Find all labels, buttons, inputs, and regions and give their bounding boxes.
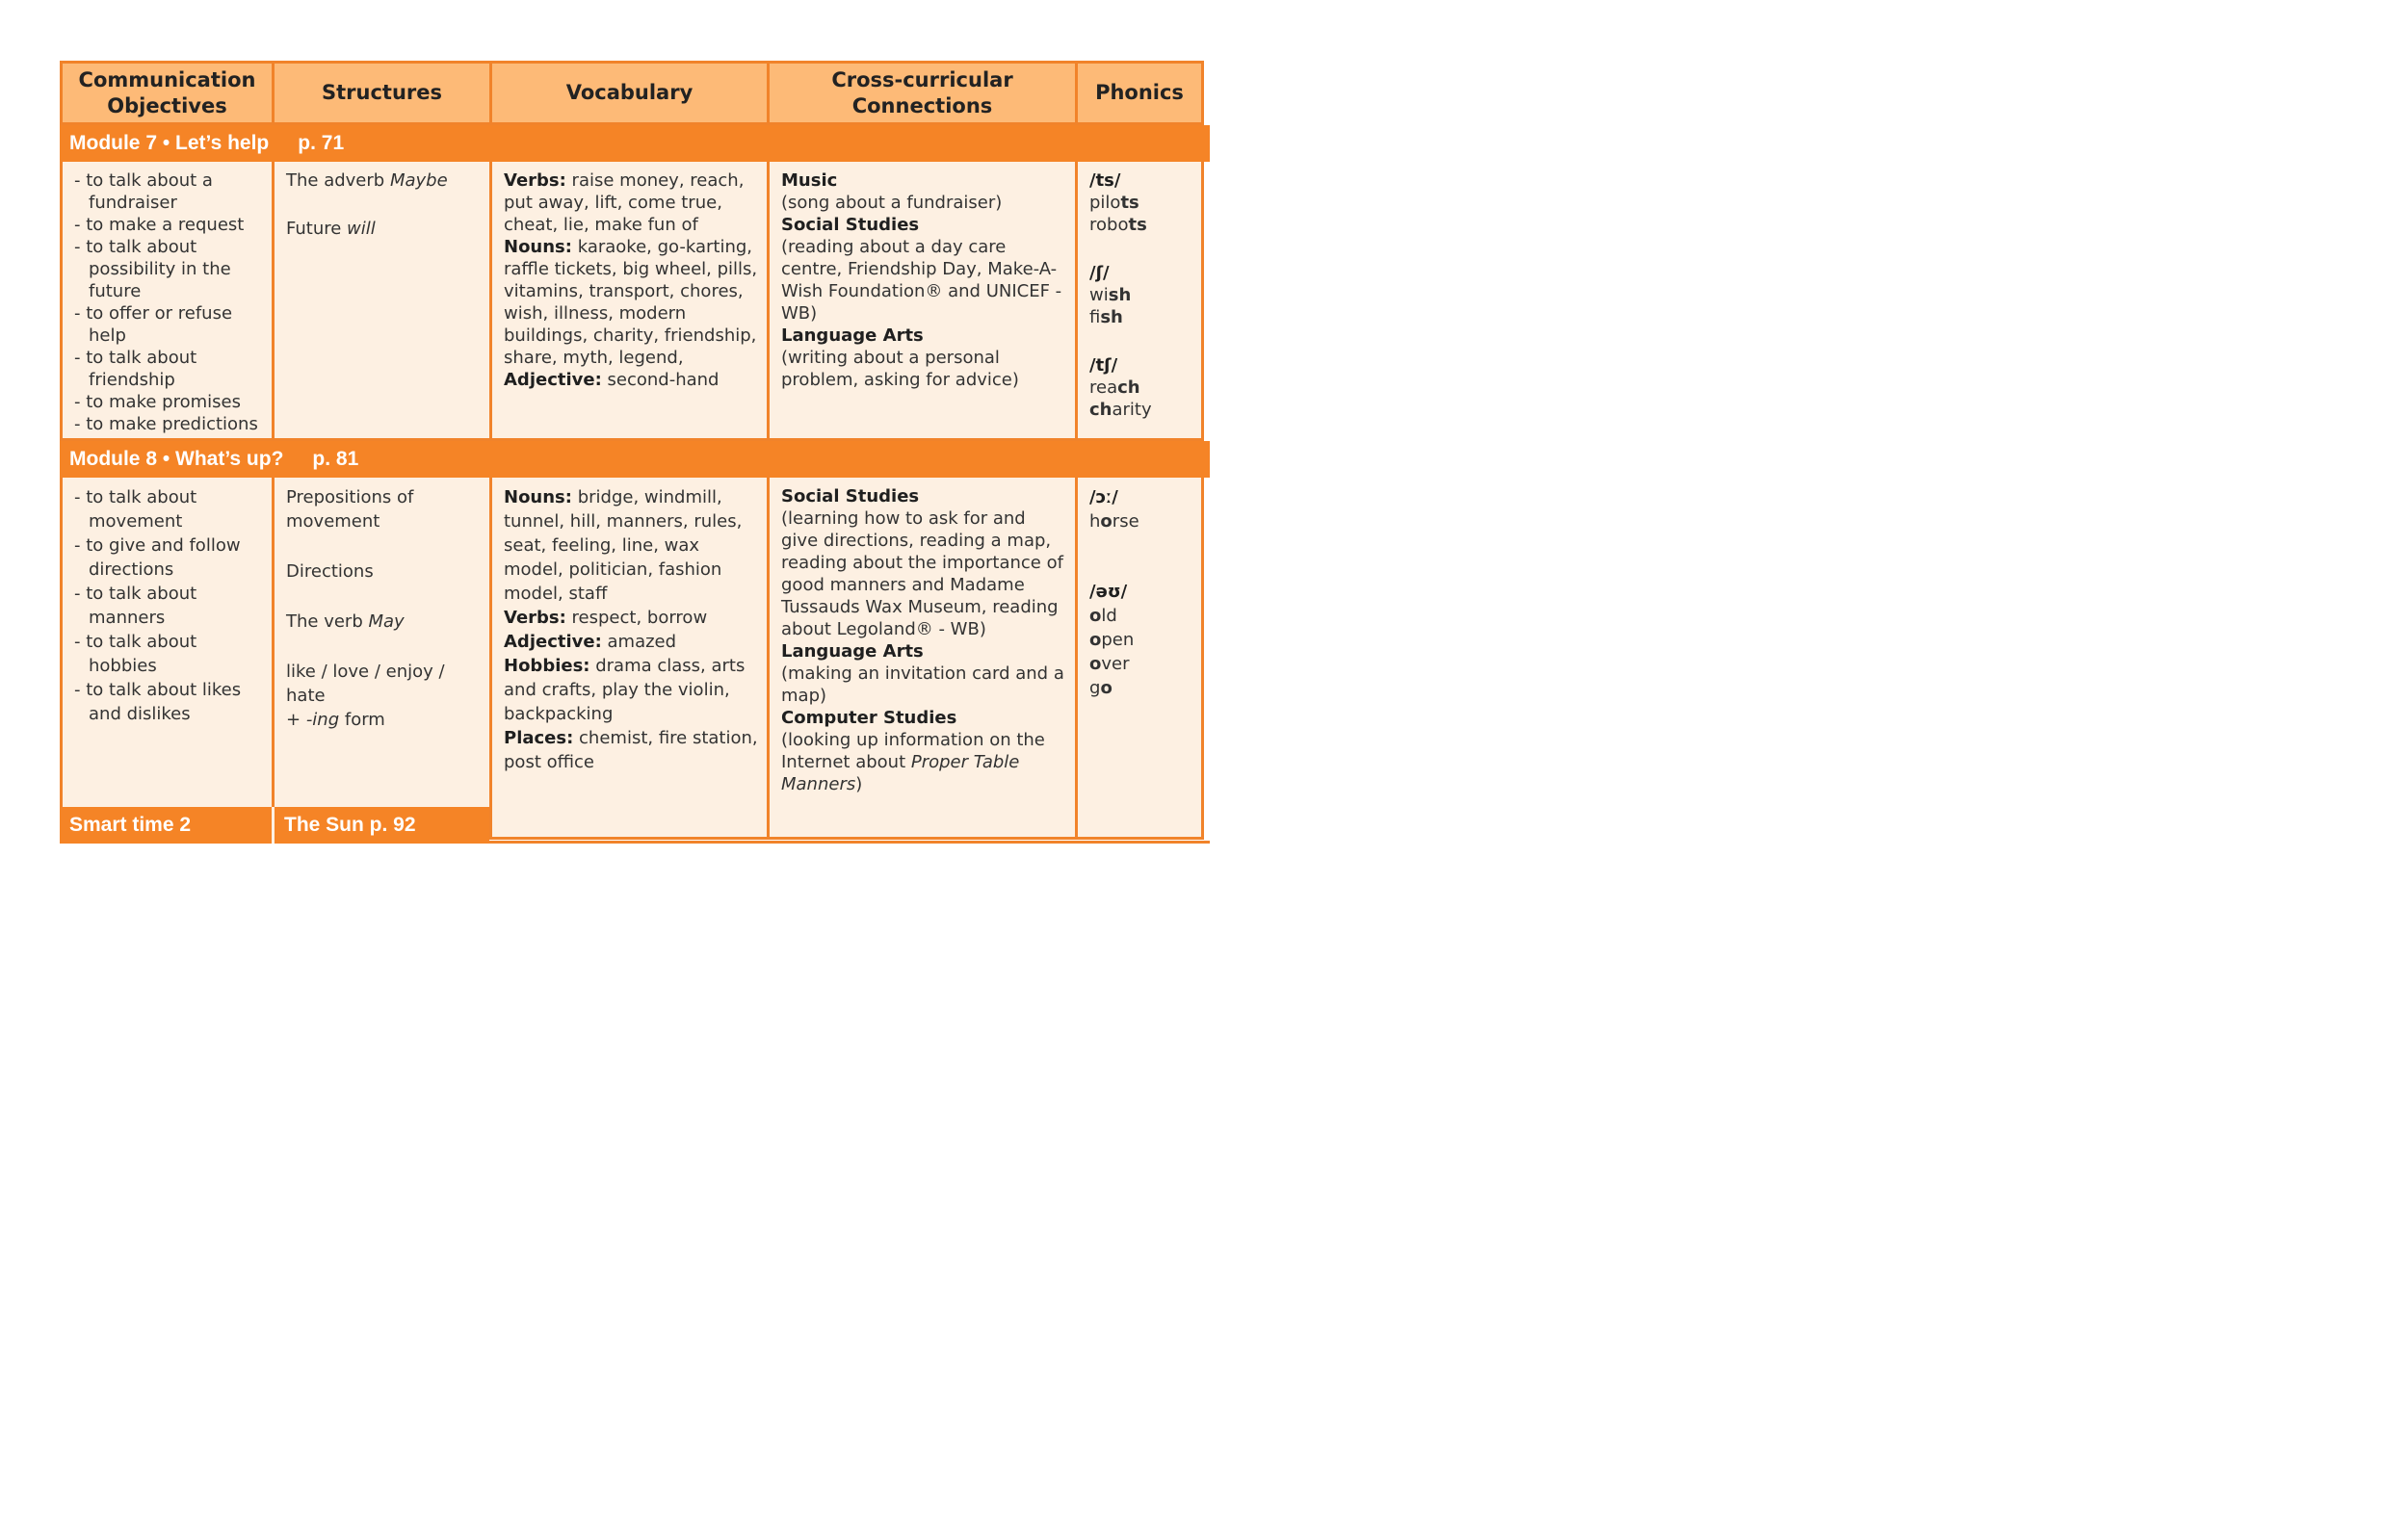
module-8-bar — [60, 441, 1210, 478]
header-cross-curricular: Cross-curricular Connections — [767, 61, 1075, 125]
list-item: - to talk about friendship — [74, 347, 264, 391]
list-item: - to talk about movement — [74, 485, 264, 533]
vocab-places — [504, 726, 759, 774]
vocab-text: respect, borrow — [565, 608, 708, 628]
module-7-bar — [60, 125, 1210, 162]
phonics-symbol: /ɔː/ — [1089, 487, 1118, 507]
vocab-verbs — [504, 606, 759, 630]
phonics-symbol: /ts/ — [1089, 170, 1121, 191]
vocab-hobbies — [504, 654, 759, 726]
vocab-nouns — [504, 236, 759, 369]
phonics-group — [1089, 169, 1193, 236]
vocab-adjective — [504, 369, 759, 391]
phonics-word: over — [1089, 654, 1130, 674]
table-header — [60, 61, 1210, 125]
module-7-structures — [272, 162, 489, 441]
structure-item: Directions — [286, 561, 374, 582]
list-item: - to make predictions — [74, 413, 264, 435]
connection-text: (writing about a personal problem, asking for advice) — [781, 348, 1019, 390]
list-item: - to talk about possibility in the future — [74, 236, 264, 302]
connection-label: Language Arts — [781, 325, 924, 346]
module-7-page: p. 71 — [298, 132, 345, 154]
phonics-word: old — [1089, 606, 1117, 626]
vocab-text: bridge, windmill, tunnel, hill, manners, rules, seat, feeling, line, wax model, politician, fashion model, staff — [504, 487, 743, 604]
syllabus-table — [60, 61, 1210, 840]
module-8-page: p. 81 — [312, 448, 359, 470]
structure-text: like / love / enjoy / hate — [286, 662, 445, 706]
vocab-text: drama class, arts and crafts, play the violin, backpacking — [504, 656, 746, 724]
structure-text: + -ing form — [286, 710, 385, 730]
structure-text: Future — [286, 219, 348, 239]
connection-label: Music — [781, 170, 838, 191]
header-vocabulary: Vocabulary — [489, 61, 767, 125]
structure-item: Prepositions of movement — [286, 487, 414, 532]
vocab-text: second-hand — [601, 370, 720, 390]
phonics-word: open — [1089, 630, 1135, 650]
vocab-label: Nouns: — [504, 237, 572, 257]
phonics-group — [1089, 485, 1193, 533]
list-item: - to give and follow directions — [74, 533, 264, 582]
structure-text: The adverb — [286, 170, 390, 191]
structure-item — [286, 169, 482, 192]
vocab-text: amazed — [601, 632, 677, 652]
vocab-label: Verbs: — [504, 170, 566, 191]
list-item: - to offer or refuse help — [74, 302, 264, 347]
structure-item — [286, 610, 482, 634]
module-8-row — [60, 478, 1210, 840]
list-item: - to talk about a fundraiser — [74, 169, 264, 214]
module-7-vocabulary — [489, 162, 767, 441]
vocab-label: Nouns: — [504, 487, 572, 507]
header-communication-objectives: Communication Objectives — [60, 61, 272, 125]
module-7-connections — [767, 162, 1075, 441]
connection-text: (learning how to ask for and give directions, reading a map, reading about the importance of good manners and Madame Tussauds Wax Museum, reading about Legoland® - WB) — [781, 508, 1063, 639]
list-item: - to talk about likes and dislikes — [74, 678, 264, 726]
list-item: - to make a request — [74, 214, 264, 236]
phonics-word: reach — [1089, 377, 1140, 398]
module-8-phonics — [1075, 478, 1204, 840]
module-7-row — [60, 162, 1210, 441]
vocab-label: Verbs: — [504, 608, 566, 628]
phonics-symbol: /əʊ/ — [1089, 582, 1128, 602]
header-phonics: Phonics — [1075, 61, 1204, 125]
phonics-word: fish — [1089, 307, 1123, 327]
phonics-word: charity — [1089, 400, 1152, 420]
vocab-nouns — [504, 485, 759, 606]
vocab-label: Places: — [504, 728, 574, 748]
structure-italic: Maybe — [389, 170, 448, 191]
vocab-text: karaoke, go-karting, raffle tickets, big wheel, pills, vitamins, transport, chores, wish, illness, modern buildings, charity, friendship, share, myth, legend, — [504, 237, 758, 368]
vocab-label: Hobbies: — [504, 656, 590, 676]
module-8-connections — [767, 478, 1075, 840]
structure-italic: will — [347, 219, 376, 239]
list-item: - to make promises — [74, 391, 264, 413]
connection-label: Language Arts — [781, 641, 924, 662]
phonics-word: horse — [1089, 511, 1139, 532]
connection-label: Social Studies — [781, 215, 920, 235]
phonics-word: robots — [1089, 215, 1147, 235]
phonics-word: wish — [1089, 285, 1132, 305]
module-7-title: Module 7 • Let’s help — [69, 132, 270, 154]
vocab-text: raise money, reach, put away, lift, come true, cheat, lie, make fun of — [504, 170, 745, 235]
vocab-label: Adjective: — [504, 632, 602, 652]
connection-text: (making an invitation card and a map) — [781, 663, 1064, 706]
module-8-structures — [272, 478, 489, 840]
structure-italic: May — [368, 611, 405, 632]
table-bottom-border — [489, 841, 1210, 844]
vocab-label: Adjective: — [504, 370, 602, 390]
connection-text: (reading about a day care centre, Friendship Day, Make-A-Wish Foundation® and UNICEF - WB) — [781, 237, 1062, 324]
module-8-objectives — [60, 478, 272, 840]
vocab-adjective — [504, 630, 759, 654]
phonics-symbol: /ʃ/ — [1089, 263, 1110, 283]
the-sun-bar: The Sun p. 92 — [272, 807, 489, 844]
module-7-objectives — [60, 162, 272, 441]
structure-item — [286, 660, 482, 732]
structure-text: The verb — [286, 611, 369, 632]
vocab-verbs — [504, 169, 759, 236]
module-7-phonics — [1075, 162, 1204, 441]
phonics-symbol: /tʃ/ — [1089, 355, 1118, 376]
phonics-group — [1089, 262, 1193, 328]
module-8-vocabulary — [489, 478, 767, 840]
connection-label: Social Studies — [781, 486, 920, 507]
smart-time-bar: Smart time 2 — [60, 807, 272, 844]
phonics-group — [1089, 354, 1193, 421]
connection-text: (song about a fundraiser) — [781, 193, 1003, 213]
list-item: - to talk about hobbies — [74, 630, 264, 678]
vocab-text: chemist, fire station, post office — [504, 728, 758, 772]
phonics-word: pilots — [1089, 193, 1139, 213]
header-structures: Structures — [272, 61, 489, 125]
module-8-title: Module 8 • What’s up? — [69, 448, 284, 470]
connection-label: Computer Studies — [781, 708, 957, 728]
phonics-group — [1089, 580, 1193, 700]
list-item: - to talk about manners — [74, 582, 264, 630]
phonics-word: go — [1089, 678, 1112, 698]
connection-text: (looking up information on the Internet about Proper Table Manners) — [781, 730, 1045, 794]
structure-item — [286, 218, 482, 240]
